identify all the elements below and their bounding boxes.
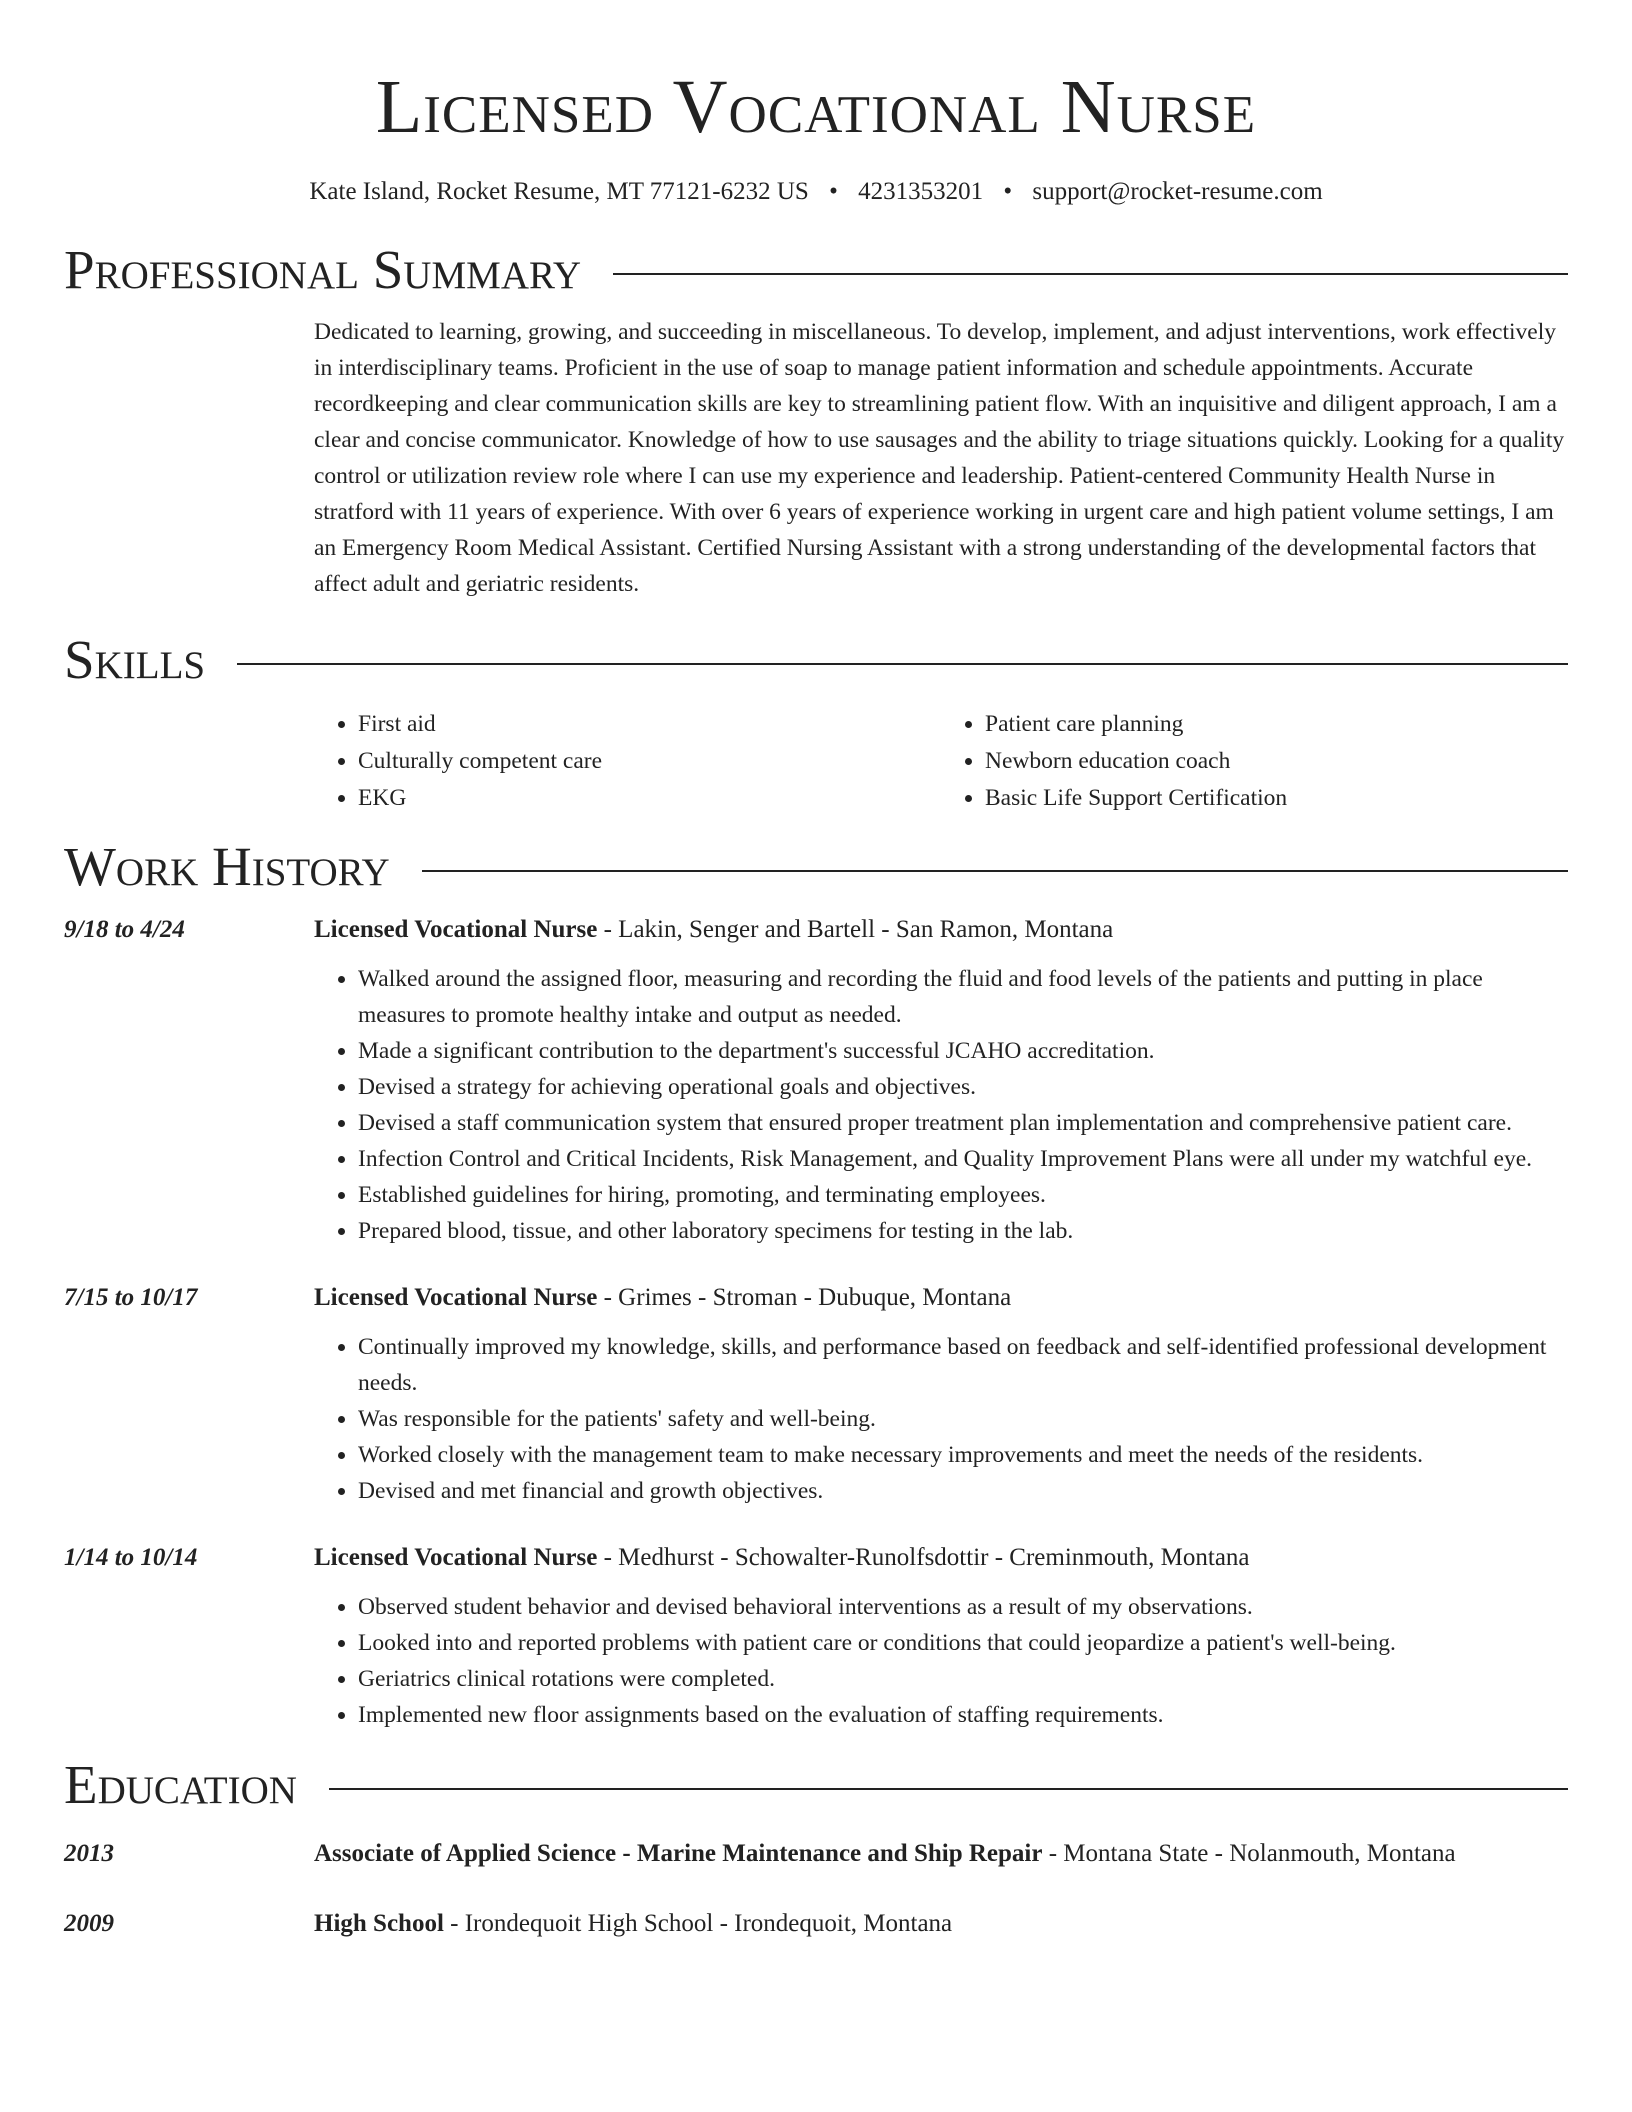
employer-details: - Medhurst - Schowalter-Runolfsdottir - Creminmouth, Montana — [597, 1544, 1250, 1571]
school-details: - Irondequoit High School - Irondequoit, Montana — [443, 1910, 953, 1937]
degree-title: High School — [314, 1910, 444, 1937]
skill-item: • Culturally competent care — [358, 743, 941, 780]
work-bullets — [314, 961, 1568, 1249]
section-divider — [613, 273, 1568, 275]
skills-column-left — [314, 706, 941, 817]
contact-separator: • — [829, 178, 838, 205]
work-bullet: • Infection Control and Critical Incidents, Risk Management, and Quality Improvement Plans were all under my watchful eye. — [358, 1141, 1568, 1177]
work-bullet: • Looked into and reported problems with patient care or conditions that could jeopardize a patient's well-being. — [358, 1625, 1568, 1661]
work-section-header — [64, 835, 1568, 899]
education-year: 2009 — [64, 1910, 114, 1937]
candidate-name: Licensed Vocational Nurse — [375, 65, 1257, 149]
work-entry — [64, 913, 1568, 1249]
work-heading: Work History — [64, 836, 390, 897]
section-divider — [237, 663, 1568, 665]
education-entry — [64, 1907, 1568, 1941]
summary-section-header — [64, 238, 1568, 302]
work-entry — [64, 1281, 1568, 1509]
section-divider — [422, 870, 1568, 872]
work-position — [314, 913, 1113, 947]
skill-item: • Basic Life Support Certification — [985, 780, 1568, 817]
work-dates: 9/18 to 4/24 — [64, 916, 185, 943]
education-year: 2013 — [64, 1840, 114, 1867]
work-bullet: • Devised a staff communication system that ensured proper treatment plan implementation and comprehensive patient care. — [358, 1105, 1568, 1141]
work-bullet: • Continually improved my knowledge, skills, and performance based on feedback and self-identified professional development needs. — [358, 1329, 1568, 1401]
summary-heading: Professional Summary — [64, 239, 582, 300]
education-section-header — [64, 1753, 1568, 1817]
employer-details: - Lakin, Senger and Bartell - San Ramon, Montana — [597, 916, 1114, 943]
job-title: Licensed Vocational Nurse — [314, 1544, 598, 1571]
skills-heading: Skills — [64, 629, 206, 690]
work-entry-header — [64, 1541, 1568, 1575]
work-bullet: • Prepared blood, tissue, and other laboratory specimens for testing in the lab. — [358, 1213, 1568, 1249]
work-bullet: • Devised a strategy for achieving operational goals and objectives. — [358, 1069, 1568, 1105]
skill-item: • Patient care planning — [985, 706, 1568, 743]
degree-title: Associate of Applied Science - Marine Maintenance and Ship Repair — [314, 1840, 1043, 1867]
education-degree — [314, 1837, 1456, 1871]
section-divider — [329, 1788, 1568, 1790]
school-details: - Montana State - Nolanmouth, Montana — [1042, 1840, 1456, 1867]
skill-item: • Newborn education coach — [985, 743, 1568, 780]
work-position — [314, 1281, 1011, 1315]
work-bullets — [314, 1329, 1568, 1509]
education-degree — [314, 1907, 952, 1941]
work-position — [314, 1541, 1250, 1575]
skill-item: • EKG — [358, 780, 941, 817]
contact-address: Kate Island, Rocket Resume, MT 77121-6232 US — [309, 178, 809, 205]
work-entry-header — [64, 1281, 1568, 1315]
skills-section-header — [64, 628, 1568, 692]
employer-details: - Grimes - Stroman - Dubuque, Montana — [597, 1284, 1012, 1311]
work-bullet: • Made a significant contribution to the department's successful JCAHO accreditation. — [358, 1033, 1568, 1069]
work-bullets — [314, 1589, 1568, 1733]
work-dates: 7/15 to 10/17 — [64, 1284, 198, 1311]
work-bullet: • Devised and met financial and growth objectives. — [358, 1473, 1568, 1509]
job-title: Licensed Vocational Nurse — [314, 1284, 598, 1311]
work-entry-header — [64, 913, 1568, 947]
skill-item: • First aid — [358, 706, 941, 743]
contact-separator: • — [1003, 178, 1013, 205]
contact-phone: 4231353201 — [858, 178, 984, 205]
work-bullet: • Was responsible for the patients' safety and well-being. — [358, 1401, 1568, 1437]
skills-list — [314, 706, 1568, 817]
work-bullet: • Geriatrics clinical rotations were completed. — [358, 1661, 1568, 1697]
work-bullet: • Observed student behavior and devised behavioral interventions as a result of my observations. — [358, 1589, 1568, 1625]
contact-line — [64, 176, 1568, 208]
work-dates: 1/14 to 10/14 — [64, 1544, 198, 1571]
job-title: Licensed Vocational Nurse — [314, 916, 598, 943]
work-entry — [64, 1541, 1568, 1733]
work-bullet: • Worked closely with the management team to make necessary improvements and meet the needs of the residents. — [358, 1437, 1568, 1473]
education-entry — [64, 1837, 1568, 1871]
skills-column-right — [941, 706, 1568, 817]
contact-email: support@rocket-resume.com — [1032, 178, 1323, 205]
education-heading: Education — [64, 1754, 297, 1815]
work-bullet: • Implemented new floor assignments based on the evaluation of staffing requirements. — [358, 1697, 1568, 1733]
work-bullet: • Walked around the assigned floor, measuring and recording the fluid and food levels of the patients and putting in place measures to promote healthy intake and output as needed. — [358, 961, 1568, 1033]
summary-text: Dedicated to learning, growing, and succeeding in miscellaneous. To develop, implement, and adjust interventions, work effectively in interdisciplinary teams. Proficient in the use of soap to manage patient information and schedule appointments. Accurate recordkeeping and clear communication skills are key to streamlining patient flow. With an inquisitive and diligent approach, I am a clear and concise communicator. Knowledge of how to use sausages and the ability to triage situations quickly. Looking for a quality control or utilization review role where I can use my experience and leadership. Patient-centered Community Health Nurse in stratford with 11 years of experience. With over 6 years of experience working in urgent care and high patient volume settings, I am an Emergency Room Medical Assistant. Certified Nursing Assistant with a strong understanding of the developmental factors that affect adult and geriatric residents. — [314, 319, 1565, 597]
work-bullet: • Established guidelines for hiring, promoting, and terminating employees. — [358, 1177, 1568, 1213]
